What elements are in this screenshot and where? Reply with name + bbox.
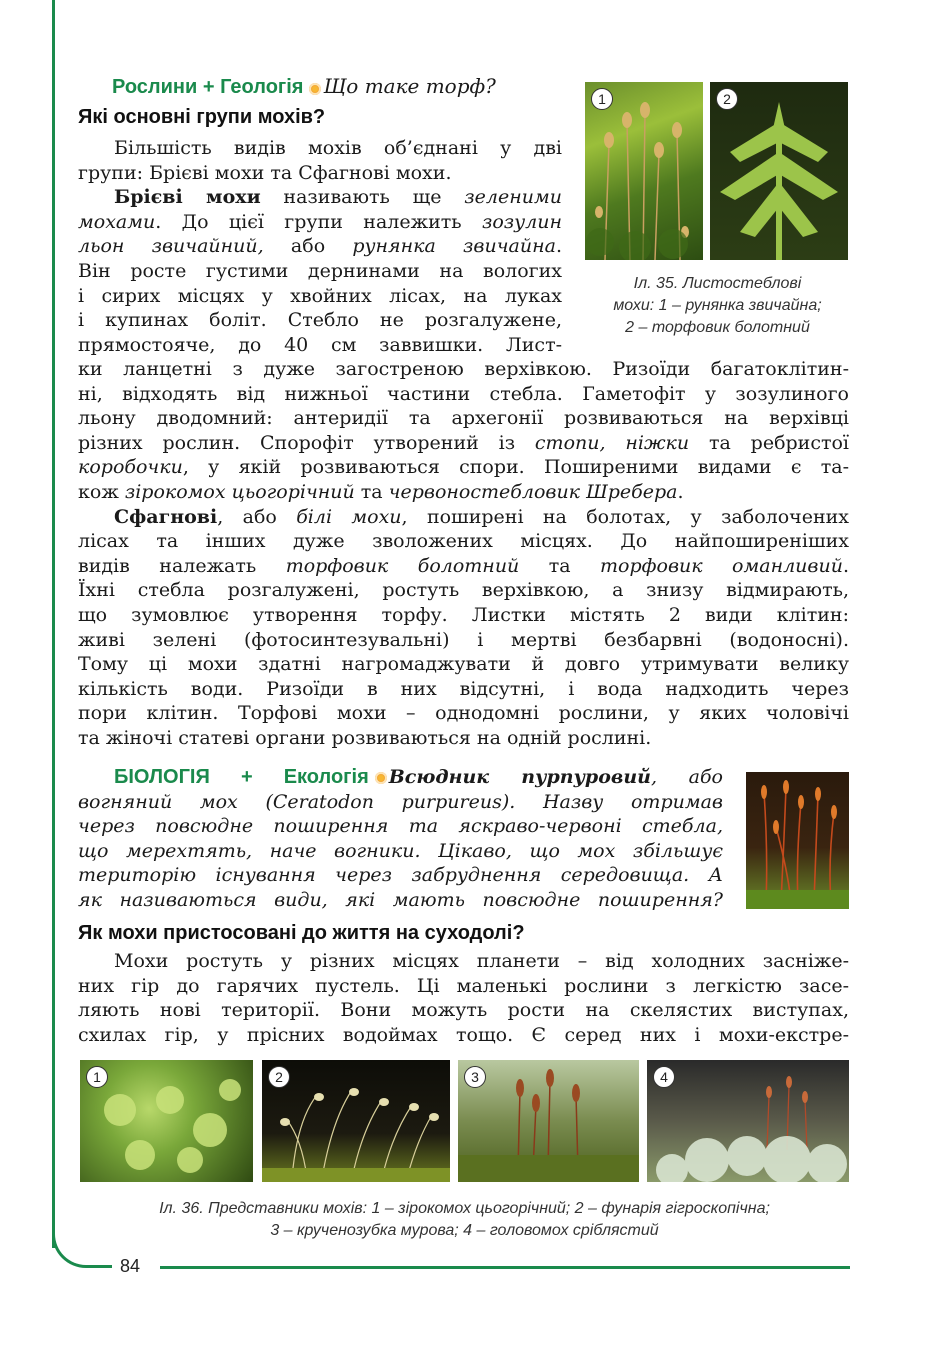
- text-line: кількість води. Ризоїди в них відсутні, і вода надходить через: [78, 677, 849, 700]
- ecology-box-title: БІОЛОГІЯ + Екологія: [114, 766, 369, 788]
- flower-icon: [375, 772, 387, 784]
- text-line: льону дводомний: антеридії та архегонії розвиваються на верхівці: [78, 407, 849, 430]
- text-line: як називаються види, які мають повсюдне поширення?: [78, 888, 723, 911]
- photo-syntrichia: [80, 1060, 253, 1182]
- text-line: лісах та інших дуже зволожених місцях. До найпоширеніших: [78, 530, 849, 553]
- flower-icon: [309, 83, 321, 95]
- box-title: Рослини + Геологія: [112, 76, 304, 98]
- bryum-line-2: мохами. До цієї групи належить зозулин: [78, 210, 562, 233]
- ceratodon-illustration: [746, 772, 849, 909]
- page-border-line: [52, 0, 55, 1248]
- box-question: Що таке торф?: [323, 74, 496, 98]
- text-line: що мерехтять, наче вогники. Цікаво, що мох збільшує: [78, 839, 723, 862]
- figure-badge: 1: [86, 1066, 108, 1088]
- photo-sphagnum: [710, 82, 848, 260]
- text-line: живі зелені (фотосинтезувальні) і мертві безбарвні (водоносні).: [78, 628, 849, 651]
- photo-polytrichum: [585, 82, 703, 260]
- text-line: Тому ці мохи здатні нагромаджувати й довго утримувати велику: [78, 653, 849, 676]
- text-line: схилах гір, у прісних водоймах тощо. Є серед них і мохи-екстре-: [78, 1023, 849, 1046]
- text-line: ні, відходять від нижньої частини стебла. Гаметофіт у зозулиного: [78, 382, 849, 405]
- text-line: кож зірокомох цьогорічний та червоностебловик Шребера.: [78, 480, 684, 503]
- text-line: Він росте густими дернинами на вологих: [78, 259, 562, 282]
- bryum-line-3: льон звичайний, або рунянка звичайна.: [78, 235, 562, 258]
- text-line: і сирих місцях у хвойних лісах, на луках: [78, 284, 562, 307]
- figure-36-caption: Іл. 36. Представники мохів: 1 – зірокомох цьогорічний; 2 – фунарія гігроскопічна; 3 – крученозубка мурова; 4 – головомох сріблястий: [159, 1200, 770, 1239]
- text-line: Мохи ростуть у різних місцях планети – від холодних засніже-: [114, 950, 849, 972]
- text-line: територію існування через забруднення середовища. А: [78, 864, 723, 887]
- text-line: них гір до гарячих пустель. Ці маленькі рослини з легкістю засе-: [78, 974, 849, 997]
- text-line: Їхні стебла розгалужені, ростуть верхівкою, а знизу відмирають,: [78, 579, 849, 602]
- adaptation-text: [78, 949, 849, 1047]
- photo-tortula: [458, 1060, 639, 1182]
- silver-moss-illustration: [647, 1060, 849, 1182]
- sphagnum-term: Сфагнові: [114, 505, 218, 528]
- footer-line: [160, 1266, 850, 1269]
- photo-bryum-argenteum: [647, 1060, 849, 1182]
- photo-funaria: [262, 1060, 450, 1182]
- plants-geology-box: [112, 74, 562, 99]
- text-line: вогняний мох (Ceratodon purpureus). Назву отримав: [78, 790, 723, 813]
- section-heading-adaptation: Як мохи пристосовані до життя на суходолі?: [78, 922, 525, 944]
- section-heading-groups: Які основні групи мохів?: [78, 106, 326, 128]
- figure-badge: 3: [464, 1066, 486, 1088]
- text-line: та жіночі статеві органи розвиваються на одній рослині.: [78, 726, 652, 749]
- biology-ecology-box: БІОЛОГІЯ + Екологія Всюдник пурпуровий, або вогняний мох (Ceratodon purpureus). Назву отримав через повсюдне поширення та яскраво-червоні стебла, що мерехтять, наче вогники. Цікаво, що мох збільшує територію існування через забруднення середовища. А як називаються види, які мають повсюдне поширення?: [78, 766, 723, 911]
- sphagnum-line-1: Сфагнові, або білі мохи, поширені на болотах, у заболочених: [114, 505, 850, 528]
- text-line: прямостояче, до 40 см заввишки. Лист-: [78, 333, 562, 356]
- text-line: групи: Брієві мохи та Сфагнові мохи.: [78, 161, 452, 184]
- figure-badge: 1: [591, 88, 613, 110]
- text-line: що зумовлює утворення торфу. Листки містять 2 види клітин:: [78, 603, 849, 626]
- text-line: і купинах боліт. Стебло не розгалужене,: [78, 309, 562, 332]
- bryum-line-1: Брієві мохи називають ще зеленими: [114, 186, 562, 209]
- figure-badge: 2: [716, 88, 738, 110]
- text-line: коробочки, у якій розвиваються спори. Поширеними видами є та-: [78, 456, 849, 479]
- figure-badge: 4: [653, 1066, 675, 1088]
- funaria-illustration: [262, 1060, 450, 1182]
- text-line: різних рослин. Спорофіт утворений із стопи, ніжки та ребристої: [78, 431, 850, 454]
- text-line: ки ланцетні з дуже загостреною верхівкою. Ризоїди багатоклітин-: [78, 358, 849, 380]
- figure-badge: 2: [268, 1066, 290, 1088]
- bryum-term: Брієві мохи: [114, 186, 261, 209]
- text-line: через повсюдне поширення та яскраво-червоні стебла,: [78, 815, 723, 838]
- text-line: видів належать торфовик болотний та торфовик оманливий.: [78, 554, 849, 577]
- figure-35-caption: Іл. 35. Листостеблові мохи: 1 – рунянка звичайна; 2 – торфовик болотний: [613, 275, 822, 336]
- text-line: пори клітин. Торфові мохи – однодомні рослини, у яких чоловічі: [78, 702, 849, 725]
- photo-ceratodon: [746, 772, 849, 909]
- narrow-text-block: [78, 136, 562, 357]
- text-line: Більшість видів мохів об’єднані у дві: [114, 137, 562, 159]
- text-line: ляють нові території. Вони можуть рости на скелястих виступах,: [78, 999, 849, 1022]
- wide-text-block: [78, 357, 849, 751]
- page-number: 84: [120, 1256, 141, 1276]
